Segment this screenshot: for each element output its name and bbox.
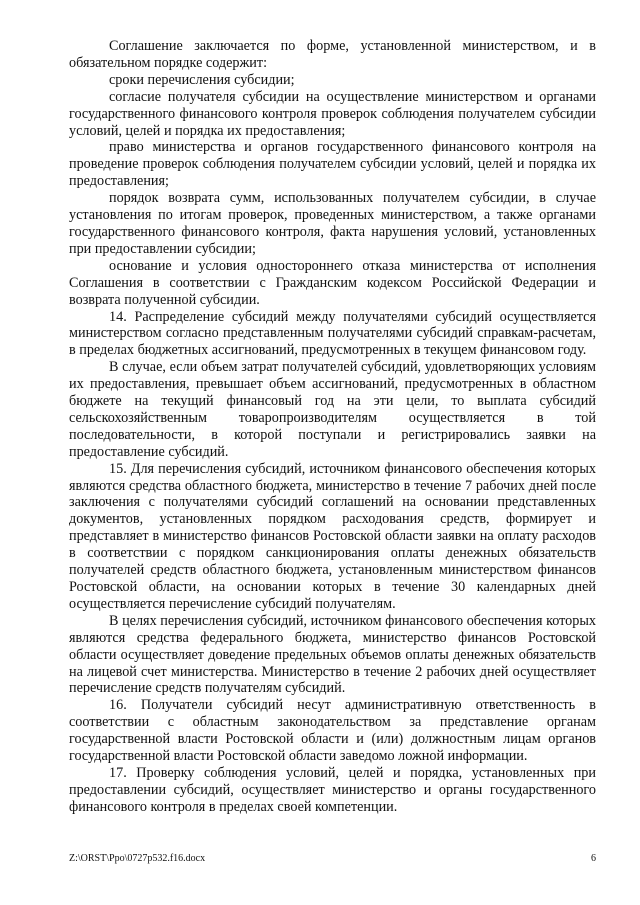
paragraph-right-inspections: право министерства и органов государственного финансового контроля на проведение проверок соблюдения получателем субсидии условий, целей и порядка их предоставления; — [69, 139, 596, 190]
paragraph-refund-procedure: порядок возврата сумм, использованных получателем субсидии, в случае установления по итогам проверок, проведенных министерством, а также органами государственного финансового контроля, факта нарушения условий, установленных при предоставлении субсидии; — [69, 190, 596, 257]
page-number: 6 — [591, 853, 596, 864]
paragraph-section-15: 15. Для перечисления субсидий, источником финансового обеспечения которых являются средства областного бюджета, министерство в течение 7 рабочих дней после заключения с получателями субсидий соглашений на основании представленных документов, установленных порядком расходования средств, формирует и представляет в министерство финансов Ростовской области заявки на оплату расходов в соответствии с порядком санкционирования оплаты денежных обязательств получателей средств областного бюджета, установленным министерством финансов Ростовской области, на основании которых в течение 30 календарных дней осуществляется перечисление субсидий получателям. — [69, 460, 596, 612]
paragraph-section-14: 14. Распределение субсидий между получателями субсидий осуществляется министерством согласно представленным получателями субсидий справкам-расчетам, в пределах бюджетных ассигнований, предусмотренных в текущем финансовом году. — [69, 308, 596, 359]
paragraph-section-14-overflow: В случае, если объем затрат получателей субсидий, удовлетворяющих условиям их предоставления, превышает объем ассигнований, предусмотренных в областном бюджете на текущий финансовый год на эти цели, то выплата субсидий сельскохозяйственным товаропроизводителям осуществляется в той последовательности, в которой поступали и регистрировались заявки на предоставление субсидий. — [69, 359, 596, 460]
paragraph-section-17: 17. Проверку соблюдения условий, целей и порядка, установленных при предоставлении субсидий, осуществляет министерство и органы государственного финансового контроля в пределах своей компетенции. — [69, 764, 596, 815]
paragraph-section-16: 16. Получатели субсидий несут административную ответственность в соответствии с областным законодательством за представление органам государственной власти Ростовской области и (или) должностным лицам органов государственной власти Ростовской области заведомо ложной информации. — [69, 697, 596, 765]
paragraph-consent-inspections: согласие получателя субсидии на осуществление министерством и органами государственного финансового контроля проверок соблюдения получателем субсидии условий, целей и порядка их предоставления; — [69, 88, 596, 139]
paragraph-transfer-terms: сроки перечисления субсидии; — [109, 71, 295, 88]
document-body — [69, 38, 596, 816]
file-path: Z:\ORST\Ppo\0727p532.f16.docx — [69, 853, 206, 864]
paragraph-unilateral-refusal: основание и условия одностороннего отказа министерства от исполнения Соглашения в соответствии с Гражданским кодексом Российской Федерации и возврата полученной субсидии. — [69, 257, 596, 308]
paragraph-agreement-intro: Соглашение заключается по форме, установленной министерством, и в обязательном порядке содержит: — [69, 38, 596, 71]
paragraph-section-15-federal: В целях перечисления субсидий, источником финансового обеспечения которых являются средства федерального бюджета, министерство финансов Ростовской области осуществляет доведение предельных объемов оплаты денежных обязательств на лицевой счет министерства. Министерство в течение 2 рабочих дней осуществляет перечисление средств получателям субсидий. — [69, 612, 596, 697]
